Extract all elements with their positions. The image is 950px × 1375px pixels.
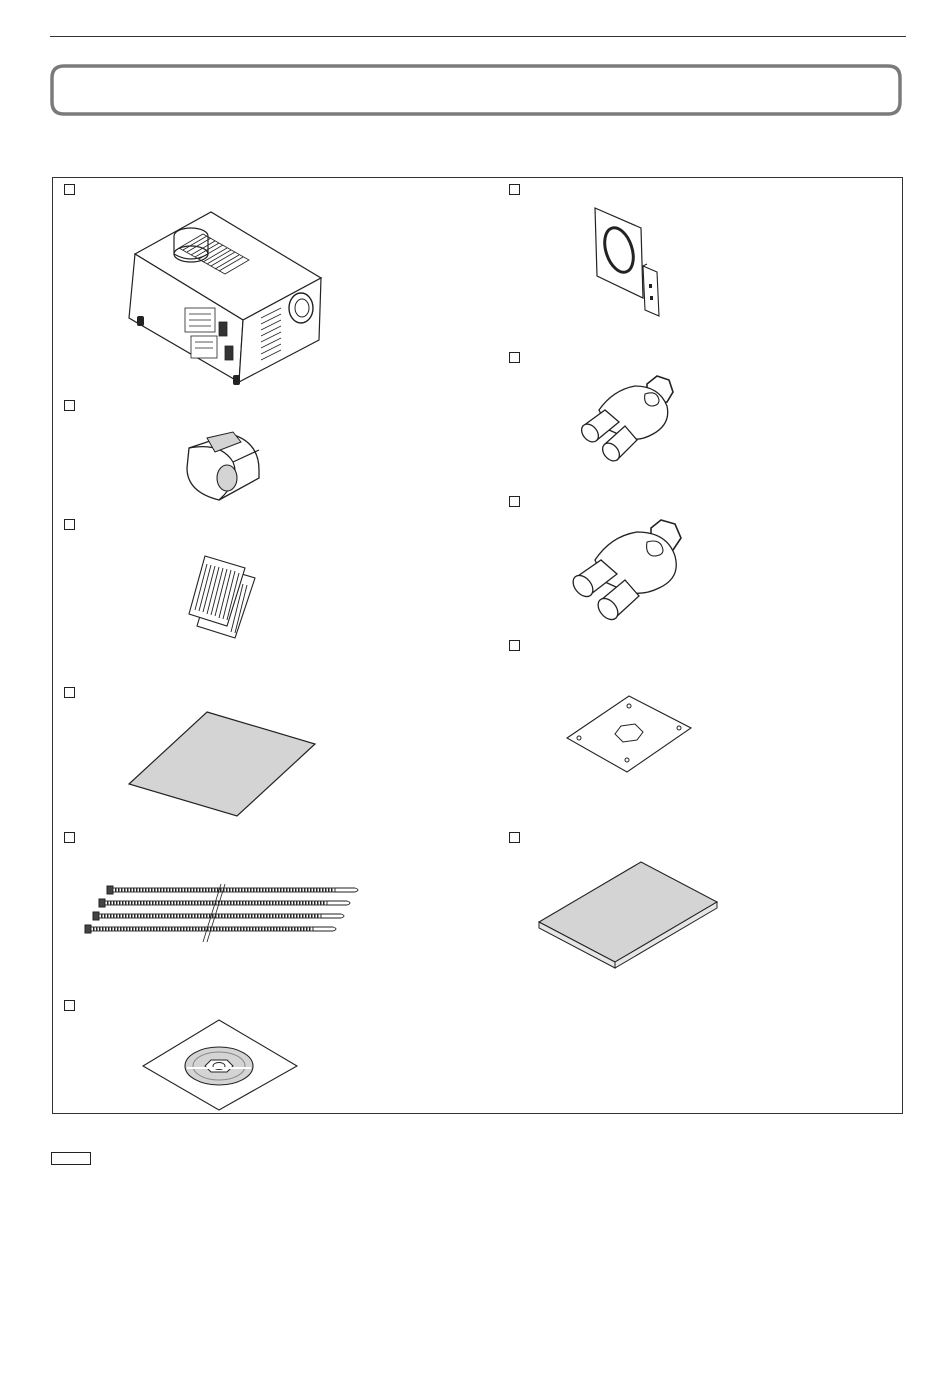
accessories-panel [52,177,903,1114]
item-checkbox-cd-rom [64,1000,75,1011]
item-checkbox-bracket [509,184,520,195]
title-banner [50,64,902,116]
bracket-illustration [587,204,667,318]
item-checkbox-manual [509,832,520,843]
cable-ties-illustration [79,882,369,944]
key-2-illustration [571,516,691,628]
item-checkbox-cable-ties [64,832,75,843]
manual-illustration [537,860,721,970]
item-checkbox-mount-plate [509,640,520,651]
mount-plate-illustration [565,694,695,774]
labels-illustration [185,554,261,640]
sheet-illustration [127,710,319,818]
ferrite-core-illustration [181,430,263,506]
item-checkbox-projector [64,184,75,195]
key-1-illustration [579,372,679,468]
item-checkbox-labels [64,519,75,530]
note-box [51,1152,91,1165]
cd-rom-illustration [141,1018,301,1114]
projector-illustration [121,210,326,385]
item-checkbox-ferrite-core [64,400,75,411]
item-checkbox-sheet [64,687,75,698]
item-checkbox-key-1 [509,352,520,363]
item-checkbox-key-2 [509,496,520,507]
header-rule [50,36,906,37]
